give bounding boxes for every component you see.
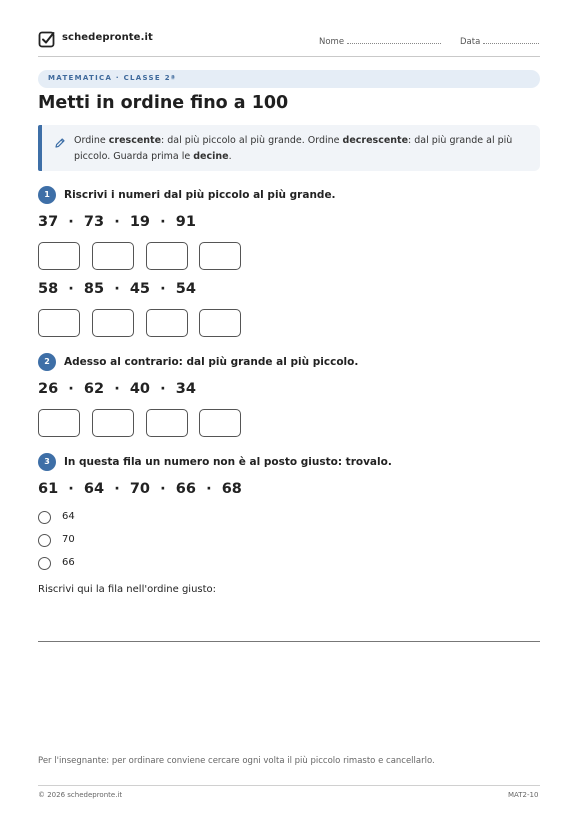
footer-divider: [38, 785, 540, 786]
name-blank[interactable]: [347, 35, 441, 44]
option-radio[interactable]: [38, 557, 51, 570]
answer-box[interactable]: [199, 409, 241, 437]
exercise-3-sequence: 61 · 64 · 70 · 66 · 68: [38, 481, 242, 497]
exercise-1-row-2-sequence: 58 · 85 · 45 · 54: [38, 281, 196, 297]
exercise-3-badge: 3: [38, 453, 56, 471]
exercise-1-row-1-sequence: 37 · 73 · 19 · 91: [38, 214, 196, 230]
worksheet-code: MAT2-10: [508, 791, 539, 799]
info-bold-decrescente: decrescente: [342, 135, 409, 146]
brand-name: schedepronte.it: [62, 32, 153, 43]
answer-line[interactable]: [38, 641, 540, 642]
page-title: Metti in ordine fino a 100: [38, 93, 289, 113]
exercise-1-title: Riscrivi i numeri dal più piccolo al più grande.: [64, 189, 336, 201]
header-divider: [38, 56, 540, 57]
option-radio[interactable]: [38, 534, 51, 547]
exercise-3-title: In questa fila un numero non è al posto giusto: trovalo.: [64, 456, 392, 468]
exercise-2-badge: 2: [38, 353, 56, 371]
info-text: Ordine crescente: dal più piccolo al più grande. Ordine decrescente: dal più grande al più piccolo. Guarda prima le decine.: [74, 135, 513, 162]
option-label: 66: [62, 557, 75, 568]
date-label: Data: [460, 37, 481, 47]
info-accent-bar: [38, 125, 42, 171]
answer-box[interactable]: [38, 409, 80, 437]
answer-box[interactable]: [146, 242, 188, 270]
teacher-note: Per l'insegnante: per ordinare conviene cercare ogni volta il più piccolo rimasto e cancellarlo.: [38, 756, 435, 766]
answer-box[interactable]: [92, 409, 134, 437]
option-label: 64: [62, 511, 75, 522]
option-radio[interactable]: [38, 511, 51, 524]
date-blank[interactable]: [483, 35, 539, 44]
checkbox-logo-icon: [38, 30, 56, 48]
info-bold-crescente: crescente: [108, 135, 162, 146]
answer-box[interactable]: [199, 242, 241, 270]
exercise-1-badge: 1: [38, 186, 56, 204]
info-bold-decine: decine: [193, 151, 229, 162]
pencil-icon: [54, 137, 66, 149]
name-field[interactable]: [319, 35, 441, 47]
answer-box[interactable]: [38, 309, 80, 337]
answer-box[interactable]: [92, 242, 134, 270]
date-field[interactable]: [460, 35, 539, 47]
rewrite-label: Riscrivi qui la fila nell'ordine giusto:: [38, 584, 217, 595]
answer-box[interactable]: [92, 309, 134, 337]
subject-label: MATEMATICA · CLASSE 2ª: [48, 74, 177, 82]
exercise-2-sequence: 26 · 62 · 40 · 34: [38, 381, 196, 397]
exercise-2-title: Adesso al contrario: dal più grande al più piccolo.: [64, 356, 359, 368]
answer-box[interactable]: [146, 309, 188, 337]
answer-box[interactable]: [146, 409, 188, 437]
answer-box[interactable]: [38, 242, 80, 270]
option-label: 70: [62, 534, 75, 545]
answer-box[interactable]: [199, 309, 241, 337]
copyright: © 2026 schedepronte.it: [38, 791, 123, 799]
name-label: Nome: [319, 37, 345, 47]
